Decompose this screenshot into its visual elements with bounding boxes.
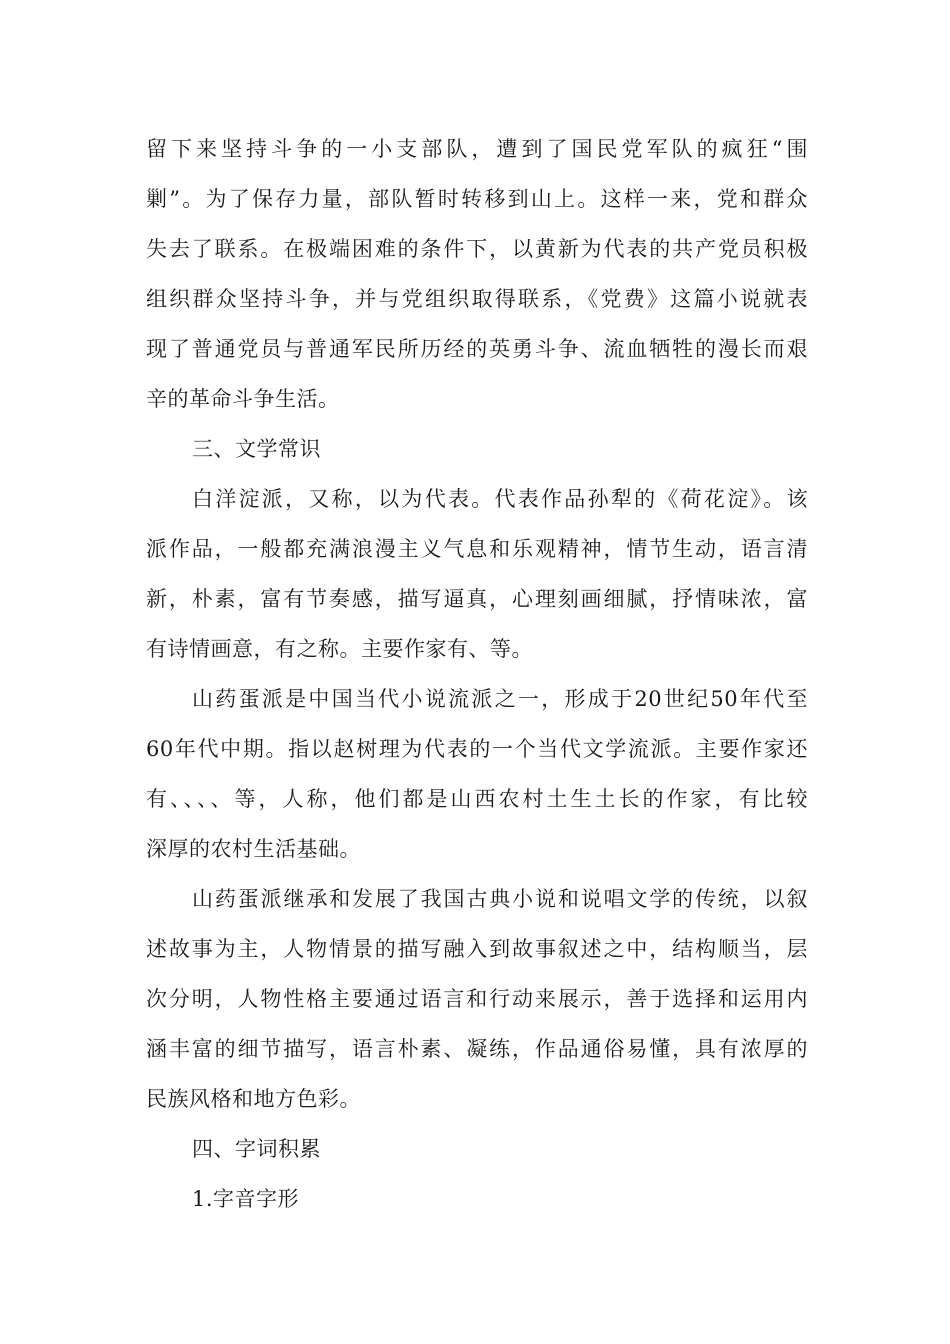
text-line: 辛的革命斗争生活。 xyxy=(146,387,340,411)
text-line: 山药蛋派继承和发展了我国古典小说和说唱文学的传统，以叙 xyxy=(192,887,808,911)
body-paragraph xyxy=(146,874,808,1124)
section-heading: 三、文学常识 xyxy=(192,437,321,461)
text-line: 述故事为主，人物情景的描写融入到故事叙述之中，结构顺当，层 xyxy=(146,937,808,961)
body-paragraph xyxy=(146,474,808,674)
text-line: 组织群众坚持斗争，并与党组织取得联系，《党费》这篇小说就表 xyxy=(146,287,808,311)
subsection-heading: 1.字音字形 xyxy=(192,1187,300,1211)
section-heading: 四、字词积累 xyxy=(192,1137,321,1161)
document-page xyxy=(146,124,808,1224)
text-line: 有、、、、等，人称，他们都是山西农村土生土长的作家，有比较 xyxy=(146,787,808,811)
body-paragraph xyxy=(146,124,808,424)
body-paragraph xyxy=(146,674,808,874)
text-line: 山药蛋派是中国当代小说流派之一，形成于20世纪50年代至 xyxy=(192,687,808,711)
text-line: 白洋淀派，又称，以为代表。代表作品孙犁的《荷花淀》。该 xyxy=(192,487,808,511)
text-line: 失去了联系。在极端困难的条件下，以黄新为代表的共产党员积极 xyxy=(146,237,808,261)
text-line: 新，朴素，富有节奏感，描写逼真，心理刻画细腻，抒情味浓，富 xyxy=(146,587,808,611)
text-line: 涵丰富的细节描写，语言朴素、凝练，作品通俗易懂，具有浓厚的 xyxy=(146,1037,808,1061)
text-line: 留下来坚持斗争的一小支部队，遭到了国民党军队的疯狂“围 xyxy=(146,137,808,161)
text-line: 深厚的农村生活基础。 xyxy=(146,837,361,861)
text-line: 现了普通党员与普通军民所历经的英勇斗争、流血牺牲的漫长而艰 xyxy=(146,337,808,361)
text-line: 60年代中期。指以赵树理为代表的一个当代文学流派。主要作家还 xyxy=(146,737,808,761)
text-line: 剿”。为了保存力量，部队暂时转移到山上。这样一来，党和群众 xyxy=(146,187,808,211)
text-line: 有诗情画意，有之称。主要作家有、等。 xyxy=(146,637,533,661)
text-line: 次分明，人物性格主要通过语言和行动来展示，善于选择和运用内 xyxy=(146,987,808,1011)
text-line: 派作品，一般都充满浪漫主义气息和乐观精神，情节生动，语言清 xyxy=(146,537,808,561)
text-line: 民族风格和地方色彩。 xyxy=(146,1087,361,1111)
